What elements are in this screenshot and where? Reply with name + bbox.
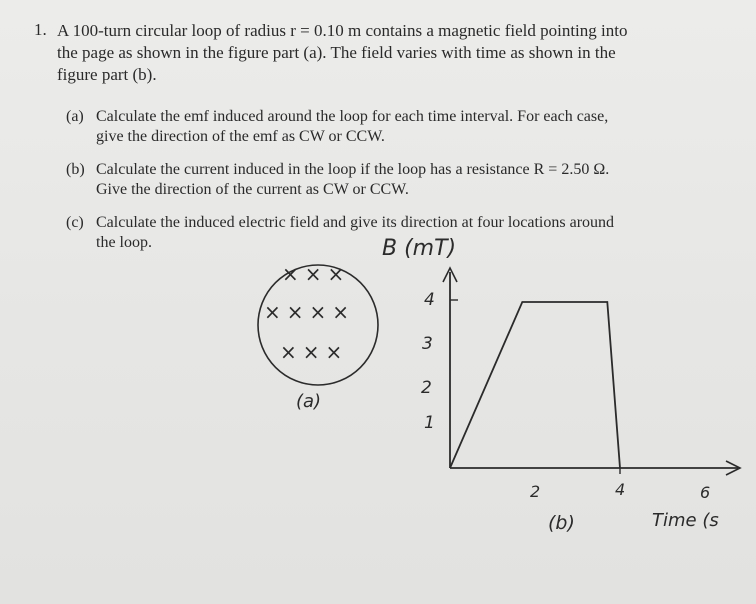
y-tick-label: 1	[424, 413, 435, 433]
part-label: (c)	[66, 214, 84, 231]
x-mark: ×	[280, 340, 303, 364]
part-label: (b)	[66, 161, 85, 178]
y-tick-label: 3	[422, 334, 433, 354]
x-mark: ×	[286, 300, 310, 324]
part-line: Calculate the induced electric field and give its direction at four locations around	[96, 214, 615, 231]
part-line: the loop.	[96, 234, 152, 251]
part-line: Give the direction of the current as CW or CCW.	[96, 181, 409, 198]
x-mark: ×	[302, 340, 326, 364]
x-mark: ×	[325, 340, 349, 364]
question-line: figure part (b).	[57, 65, 157, 84]
x-mark: ×	[327, 262, 351, 286]
figure-a-caption: (a)	[296, 391, 322, 412]
y-tick-label: 2	[421, 378, 432, 398]
question-line: A 100-turn circular loop of radius r = 0.10 m contains a magnetic field pointing into	[57, 21, 628, 40]
question-line: the page as shown in the figure part (a). The field varies with time as shown in the	[57, 43, 616, 62]
question-number: 1.	[34, 20, 47, 39]
part-line: give the direction of the emf as CW or CCW.	[96, 128, 385, 145]
x-tick-label: 4	[615, 480, 626, 499]
x-tick-label: 2	[530, 482, 541, 501]
b-field-series-line	[450, 302, 620, 468]
part-line: Calculate the current induced in the loop if the loop has a resistance R = 2.50 Ω.	[96, 161, 610, 178]
x-mark: ×	[309, 300, 333, 324]
x-mark: ×	[264, 300, 287, 324]
part-label: (a)	[66, 108, 84, 125]
y-tick-label: 4	[424, 290, 435, 310]
figure-b-caption: (b)	[548, 512, 575, 534]
x-mark: ×	[282, 262, 305, 286]
x-mark: ×	[304, 262, 328, 286]
y-axis-label: B (mT)	[382, 236, 457, 261]
x-axis-label: Time (s	[652, 510, 719, 531]
x-mark: ×	[332, 300, 356, 324]
part-line: Calculate the emf induced around the loop for each time interval. For each case,	[96, 108, 609, 125]
x-tick-label: 6	[700, 483, 711, 502]
